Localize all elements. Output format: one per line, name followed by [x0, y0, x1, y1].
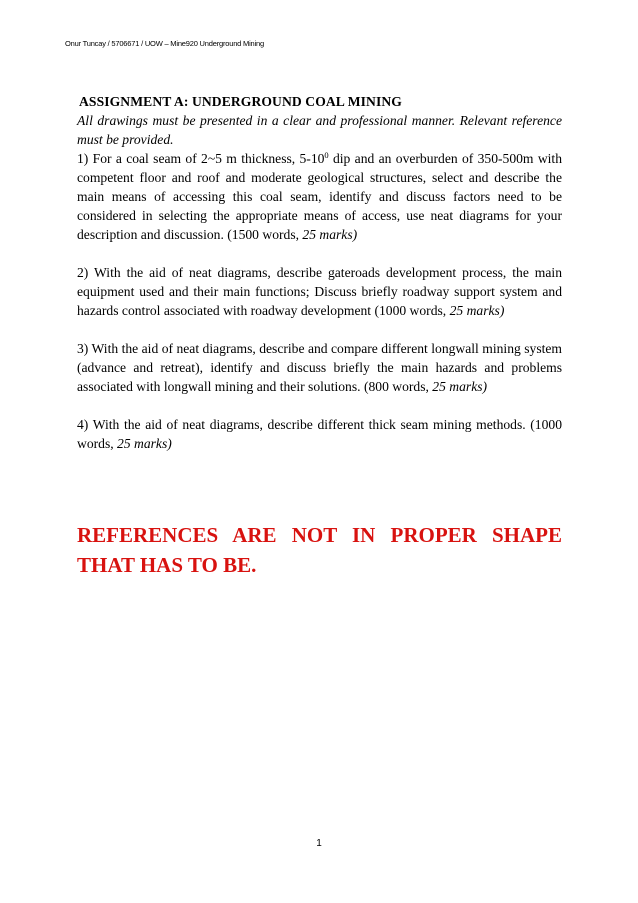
page-number: 1	[316, 838, 322, 849]
question-1-marks: 25 marks)	[302, 227, 358, 242]
question-2	[77, 263, 562, 320]
question-1-text-a: 1) For a coal seam of 2~5 m thickness, 5-10	[77, 151, 325, 166]
degree-superscript: 0	[324, 150, 329, 160]
question-3-marks: 25 marks)	[432, 379, 488, 394]
question-3	[77, 339, 562, 396]
reviewer-note-line-2: THAT HAS TO BE.	[77, 553, 257, 577]
question-2-text: 2) With the aid of neat diagrams, describe gateroads development process, the main equipment used and their main functions; Discuss briefly roadway support system and hazards control associated with roadway development (1000 words,	[77, 265, 562, 318]
question-3-text: 3) With the aid of neat diagrams, describe and compare different longwall mining system (advance and retreat), identify and discuss briefly the main hazards and problems associated with longwall mining and their solutions. (800 words,	[77, 341, 562, 394]
assignment-title: ASSIGNMENT A: UNDERGROUND COAL MINING	[79, 94, 402, 109]
question-4-text: 4) With the aid of neat diagrams, describe different thick seam mining methods. (1000 words,	[77, 417, 562, 451]
reviewer-note-line-1: REFERENCES ARE NOT IN PROPER SHAPE	[77, 523, 562, 547]
question-4-marks: 25 marks)	[117, 436, 172, 451]
assignment-body	[77, 92, 562, 472]
question-4	[77, 415, 562, 453]
question-2-marks: 25 marks)	[449, 303, 505, 318]
question-1-text-b: dip and an overburden of 350-500m with competent floor and roof and moderate geological structures, select and describe the main means of accessing this coal seam, identify and discuss factors need to be considered in selecting the appropriate means of access, use neat diagrams for your description and discussion. (1500 words,	[77, 151, 562, 242]
reviewer-note	[77, 520, 562, 580]
assignment-intro: All drawings must be presented in a clear and professional manner. Relevant reference must be provided.	[77, 113, 562, 147]
page-header: Onur Tuncay / 5706671 / UOW – Mine920 Underground Mining	[65, 39, 264, 48]
question-1	[77, 149, 562, 244]
